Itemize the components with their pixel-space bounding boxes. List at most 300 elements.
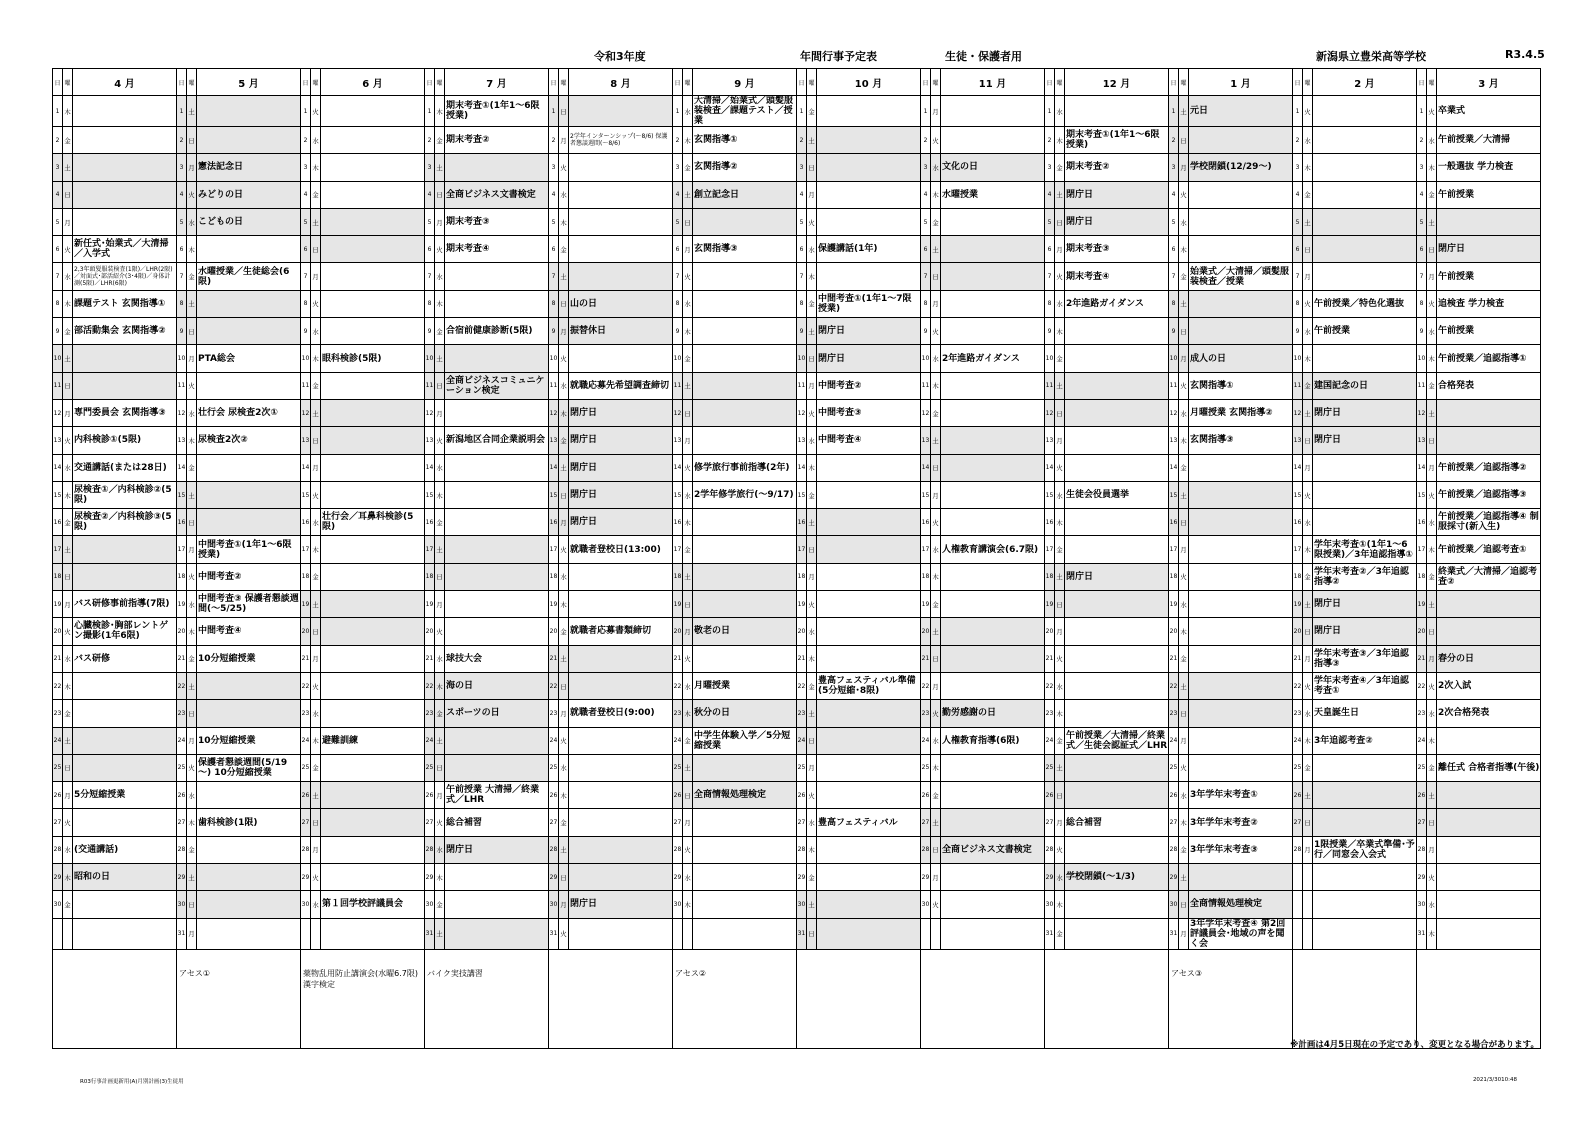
day-number: 19	[425, 591, 435, 618]
day-number: 5	[53, 208, 63, 235]
weekday: 水	[63, 836, 73, 863]
weekday: 火	[1055, 263, 1065, 290]
day-number: 17	[177, 536, 187, 563]
day-number: 28	[53, 836, 63, 863]
weekday: 日	[1179, 509, 1189, 536]
weekday: 火	[683, 454, 693, 481]
event-cell: 学年末考査③／3年追認指導③	[1313, 645, 1417, 672]
event-cell	[693, 318, 797, 345]
event-cell: 午前授業／追認指導①	[1437, 345, 1541, 372]
weekday: 日	[807, 345, 817, 372]
day-number: 21	[1293, 645, 1303, 672]
event-cell	[941, 782, 1045, 809]
day-number: 25	[549, 754, 559, 781]
event-cell	[321, 809, 425, 836]
day-number: 12	[425, 399, 435, 426]
weekday: 月	[435, 208, 445, 235]
weekday: 火	[1179, 372, 1189, 399]
event-cell	[197, 96, 301, 127]
weekday: 土	[1055, 372, 1065, 399]
weekday: 木	[1303, 727, 1313, 754]
day-number: 18	[549, 563, 559, 590]
weekday: 月	[63, 782, 73, 809]
event-cell	[321, 454, 425, 481]
weekday: 金	[559, 809, 569, 836]
event-cell	[1437, 809, 1541, 836]
weekday: 土	[1179, 290, 1189, 317]
day-number: 22	[1169, 672, 1179, 699]
day-row	[53, 96, 1541, 127]
event-cell	[817, 481, 921, 508]
weekday: 日	[187, 318, 197, 345]
day-number: 24	[1045, 727, 1055, 754]
event-cell	[321, 563, 425, 590]
day-row	[53, 345, 1541, 372]
day-number: 18	[673, 563, 683, 590]
weekday: 木	[683, 891, 693, 918]
weekday: 水	[311, 700, 321, 727]
event-cell	[1189, 318, 1293, 345]
event-cell: 尿検査2次②	[197, 427, 301, 454]
day-row	[53, 536, 1541, 563]
day-number: 12	[53, 399, 63, 426]
day-number: 28	[797, 836, 807, 863]
event-cell	[321, 399, 425, 426]
weekday: 土	[807, 700, 817, 727]
weekday: 金	[683, 345, 693, 372]
day-number: 20	[1293, 618, 1303, 645]
weekday: 火	[931, 318, 941, 345]
event-cell	[197, 318, 301, 345]
day-number	[1293, 918, 1303, 949]
day-number: 28	[921, 836, 931, 863]
day-number: 5	[1169, 208, 1179, 235]
day-number: 12	[549, 399, 559, 426]
weekday: 木	[683, 318, 693, 345]
weekday: 火	[311, 672, 321, 699]
day-number: 14	[1169, 454, 1179, 481]
weekday: 木	[1179, 618, 1189, 645]
day-row	[53, 645, 1541, 672]
day-number: 18	[1169, 563, 1179, 590]
weekday: 日	[63, 181, 73, 208]
day-number: 13	[1417, 427, 1427, 454]
weekday: 水	[63, 263, 73, 290]
weekday: 月	[683, 809, 693, 836]
event-cell	[445, 399, 549, 426]
day-number: 17	[921, 536, 931, 563]
day-number: 24	[177, 727, 187, 754]
month-notes: 薬物乱用防止講演会(水曜6.7限) 漢字検定	[301, 949, 425, 1048]
day-number: 22	[301, 672, 311, 699]
weekday: 月	[683, 236, 693, 263]
day-number: 11	[1045, 372, 1055, 399]
weekday: 火	[931, 127, 941, 154]
weekday: 火	[1303, 481, 1313, 508]
weekday: 木	[435, 864, 445, 891]
day-number: 7	[1293, 263, 1303, 290]
day-number: 19	[1293, 591, 1303, 618]
weekday: 日	[559, 481, 569, 508]
event-cell: 玄関指導①	[693, 127, 797, 154]
weekday: 火	[1427, 96, 1437, 127]
event-cell: 午前授業	[1437, 263, 1541, 290]
weekday: 火	[1179, 181, 1189, 208]
weekday-col-header: 曜	[559, 69, 569, 96]
day-number: 11	[1169, 372, 1179, 399]
day-number: 23	[1045, 700, 1055, 727]
weekday: 火	[559, 918, 569, 949]
weekday: 水	[435, 836, 445, 863]
event-cell	[941, 672, 1045, 699]
event-cell	[941, 563, 1045, 590]
event-cell	[693, 836, 797, 863]
weekday: 火	[435, 236, 445, 263]
weekday: 金	[435, 509, 445, 536]
event-cell	[941, 918, 1045, 949]
day-number: 29	[797, 864, 807, 891]
weekday: 金	[63, 509, 73, 536]
event-cell	[1313, 481, 1417, 508]
event-cell: 2年進路ガイダンス	[1065, 290, 1169, 317]
weekday: 土	[1179, 864, 1189, 891]
day-row	[53, 372, 1541, 399]
day-number: 23	[921, 700, 931, 727]
weekday: 土	[931, 236, 941, 263]
weekday: 月	[435, 591, 445, 618]
weekday-col-header: 曜	[1179, 69, 1189, 96]
notes-row	[53, 949, 1541, 1048]
weekday: 金	[1179, 263, 1189, 290]
day-number: 13	[1293, 427, 1303, 454]
weekday: 金	[1179, 645, 1189, 672]
event-cell	[1065, 645, 1169, 672]
day-number: 20	[673, 618, 683, 645]
weekday: 水	[931, 154, 941, 181]
event-cell	[693, 891, 797, 918]
day-number: 29	[673, 864, 683, 891]
day-number: 18	[921, 563, 931, 590]
day-number: 11	[53, 372, 63, 399]
day-row	[53, 208, 1541, 235]
weekday: 木	[1427, 536, 1437, 563]
event-cell	[1313, 864, 1417, 891]
day-number: 4	[425, 181, 435, 208]
day-number: 24	[301, 727, 311, 754]
weekday: 月	[807, 372, 817, 399]
month-header: 7 月	[445, 69, 549, 96]
day-number: 6	[1169, 236, 1179, 263]
weekday: 土	[559, 263, 569, 290]
weekday: 日	[1427, 236, 1437, 263]
day-number: 13	[1169, 427, 1179, 454]
event-cell	[1189, 127, 1293, 154]
day-col-header: 日	[1293, 69, 1303, 96]
day-row	[53, 427, 1541, 454]
event-cell	[817, 96, 921, 127]
day-number: 14	[797, 454, 807, 481]
day-number: 8	[1417, 290, 1427, 317]
weekday: 土	[187, 481, 197, 508]
day-number: 5	[797, 208, 807, 235]
event-cell	[1189, 864, 1293, 891]
day-number: 30	[673, 891, 683, 918]
event-cell	[693, 536, 797, 563]
event-cell	[941, 618, 1045, 645]
event-cell: 生徒会役員選挙	[1065, 481, 1169, 508]
weekday: 木	[1427, 727, 1437, 754]
event-cell	[693, 427, 797, 454]
event-cell: 交通講話(または28日)	[73, 454, 177, 481]
weekday: 水	[683, 672, 693, 699]
event-cell	[1437, 727, 1541, 754]
day-number: 12	[797, 399, 807, 426]
event-cell	[73, 918, 177, 949]
day-number: 30	[797, 891, 807, 918]
weekday: 月	[187, 918, 197, 949]
day-number: 29	[1045, 864, 1055, 891]
event-cell	[73, 891, 177, 918]
day-number: 17	[797, 536, 807, 563]
event-cell: 全商ビジネス文書検定	[941, 836, 1045, 863]
event-cell	[321, 181, 425, 208]
day-number	[673, 918, 683, 949]
event-cell: 大清掃／始業式／頭髪服装検査／課題テスト／授業	[693, 96, 797, 127]
day-number: 21	[425, 645, 435, 672]
event-cell: 閉庁日	[569, 427, 673, 454]
weekday: 月	[683, 618, 693, 645]
event-cell: 学年末考査④／3年追認考査①	[1313, 672, 1417, 699]
day-number: 7	[1169, 263, 1179, 290]
event-cell: 閉庁日	[817, 318, 921, 345]
day-number: 30	[425, 891, 435, 918]
event-cell	[569, 727, 673, 754]
month-header: 5 月	[197, 69, 301, 96]
event-cell: 学校閉鎖(12/29～)	[1189, 154, 1293, 181]
day-row	[53, 263, 1541, 290]
event-cell: 期末考査①(1年1～6限授業)	[1065, 127, 1169, 154]
event-cell	[73, 96, 177, 127]
day-number: 19	[549, 591, 559, 618]
weekday: 火	[1427, 290, 1437, 317]
event-cell: 閉庁日	[1313, 591, 1417, 618]
day-number: 9	[53, 318, 63, 345]
day-row	[53, 727, 1541, 754]
day-number: 18	[177, 563, 187, 590]
day-number: 3	[1169, 154, 1179, 181]
day-number: 20	[1417, 618, 1427, 645]
event-cell	[569, 672, 673, 699]
weekday: 木	[807, 454, 817, 481]
weekday: 水	[559, 181, 569, 208]
day-number: 6	[1293, 236, 1303, 263]
weekday: 月	[559, 127, 569, 154]
day-number: 31	[797, 918, 807, 949]
day-number: 23	[549, 700, 559, 727]
event-cell	[1189, 645, 1293, 672]
day-number: 27	[673, 809, 683, 836]
weekday: 木	[1055, 318, 1065, 345]
weekday: 水	[559, 563, 569, 590]
event-cell	[1437, 836, 1541, 863]
day-number: 16	[797, 509, 807, 536]
weekday: 木	[931, 181, 941, 208]
month-header: 12 月	[1065, 69, 1169, 96]
day-number: 29	[921, 864, 931, 891]
weekday: 金	[1055, 345, 1065, 372]
weekday: 日	[435, 372, 445, 399]
event-cell: 10分短縮授業	[197, 727, 301, 754]
event-cell: 玄関指導②	[693, 154, 797, 181]
event-cell	[1065, 509, 1169, 536]
day-number: 22	[425, 672, 435, 699]
day-number: 14	[425, 454, 435, 481]
weekday: 水	[683, 864, 693, 891]
weekday: 水	[187, 591, 197, 618]
event-cell	[1189, 454, 1293, 481]
weekday: 月	[559, 509, 569, 536]
day-number: 28	[1045, 836, 1055, 863]
day-number: 14	[673, 454, 683, 481]
day-number: 26	[673, 782, 683, 809]
day-number: 17	[673, 536, 683, 563]
day-number: 21	[1417, 645, 1427, 672]
event-cell	[73, 372, 177, 399]
day-row	[53, 591, 1541, 618]
event-cell	[817, 891, 921, 918]
weekday-col-header: 曜	[63, 69, 73, 96]
event-cell: 学校閉鎖(～1/3)	[1065, 864, 1169, 891]
event-cell: 創立記念日	[693, 181, 797, 208]
event-cell	[817, 127, 921, 154]
weekday: 金	[63, 891, 73, 918]
weekday-col-header: 曜	[931, 69, 941, 96]
day-number: 2	[673, 127, 683, 154]
weekday: 日	[683, 208, 693, 235]
weekday: 金	[1055, 154, 1065, 181]
day-number: 2	[549, 127, 559, 154]
weekday: 月	[559, 891, 569, 918]
weekday: 日	[187, 700, 197, 727]
event-cell	[445, 618, 549, 645]
event-cell	[73, 672, 177, 699]
day-number: 30	[1169, 891, 1179, 918]
day-number: 4	[921, 181, 931, 208]
day-number: 1	[1417, 96, 1427, 127]
event-cell	[73, 727, 177, 754]
day-number: 3	[1417, 154, 1427, 181]
event-cell: 振替休日	[569, 318, 673, 345]
event-cell: 部活動集会 玄関指導②	[73, 318, 177, 345]
weekday: 土	[1427, 208, 1437, 235]
day-number: 7	[301, 263, 311, 290]
weekday: 水	[1303, 318, 1313, 345]
weekday: 火	[807, 591, 817, 618]
weekday: 火	[807, 208, 817, 235]
event-cell: 始業式／大清掃／頭髪服装検査／授業	[1189, 263, 1293, 290]
event-cell	[1065, 318, 1169, 345]
day-number	[301, 918, 311, 949]
day-number: 31	[177, 918, 187, 949]
event-cell	[197, 509, 301, 536]
day-number	[921, 918, 931, 949]
month-notes: バイク実技講習	[425, 949, 549, 1048]
event-cell: 2学年インターンシップ(～8/6) 保護者懇談週間(～8/6)	[569, 127, 673, 154]
weekday: 土	[807, 891, 817, 918]
event-cell	[321, 864, 425, 891]
event-cell	[569, 645, 673, 672]
event-cell	[941, 399, 1045, 426]
event-cell	[321, 918, 425, 949]
event-cell	[941, 509, 1045, 536]
weekday: 日	[1303, 236, 1313, 263]
weekday-col-header: 曜	[435, 69, 445, 96]
weekday: 土	[311, 208, 321, 235]
weekday: 火	[1427, 864, 1437, 891]
event-cell	[569, 864, 673, 891]
weekday: 月	[1427, 263, 1437, 290]
weekday: 金	[931, 782, 941, 809]
weekday: 日	[931, 454, 941, 481]
weekday: 土	[1179, 96, 1189, 127]
event-cell	[1313, 208, 1417, 235]
event-cell: 保護講話(1年)	[817, 236, 921, 263]
event-cell	[321, 700, 425, 727]
weekday: 火	[63, 618, 73, 645]
weekday: 水	[1179, 782, 1189, 809]
day-number: 18	[1417, 563, 1427, 590]
event-cell: 2学年修学旅行(～9/17)	[693, 481, 797, 508]
weekday-col-header: 曜	[1427, 69, 1437, 96]
event-cell: 閉庁日	[1065, 208, 1169, 235]
day-number: 10	[177, 345, 187, 372]
event-cell	[445, 754, 549, 781]
weekday: 火	[63, 809, 73, 836]
event-cell	[197, 236, 301, 263]
event-cell	[1189, 618, 1293, 645]
day-number: 11	[177, 372, 187, 399]
day-number: 23	[53, 700, 63, 727]
day-number: 6	[177, 236, 187, 263]
event-cell	[321, 591, 425, 618]
day-number: 24	[1169, 727, 1179, 754]
event-cell	[941, 481, 1045, 508]
weekday: 木	[63, 481, 73, 508]
event-cell: PTA総会	[197, 345, 301, 372]
day-number: 14	[177, 454, 187, 481]
event-cell: 合格発表	[1437, 372, 1541, 399]
weekday: 月	[311, 454, 321, 481]
event-cell: 10分短縮授業	[197, 645, 301, 672]
weekday: 木	[1427, 154, 1437, 181]
event-cell	[693, 563, 797, 590]
day-number: 10	[53, 345, 63, 372]
day-col-header: 日	[1045, 69, 1055, 96]
weekday: 土	[683, 563, 693, 590]
event-cell	[1437, 918, 1541, 949]
day-number: 24	[425, 727, 435, 754]
weekday-col-header: 曜	[311, 69, 321, 96]
weekday: 日	[1427, 809, 1437, 836]
weekday: 土	[931, 809, 941, 836]
day-number: 13	[921, 427, 931, 454]
weekday: 月	[63, 399, 73, 426]
weekday: 日	[683, 782, 693, 809]
weekday: 月	[931, 864, 941, 891]
day-number: 26	[1293, 782, 1303, 809]
event-cell	[569, 96, 673, 127]
day-number: 22	[1293, 672, 1303, 699]
